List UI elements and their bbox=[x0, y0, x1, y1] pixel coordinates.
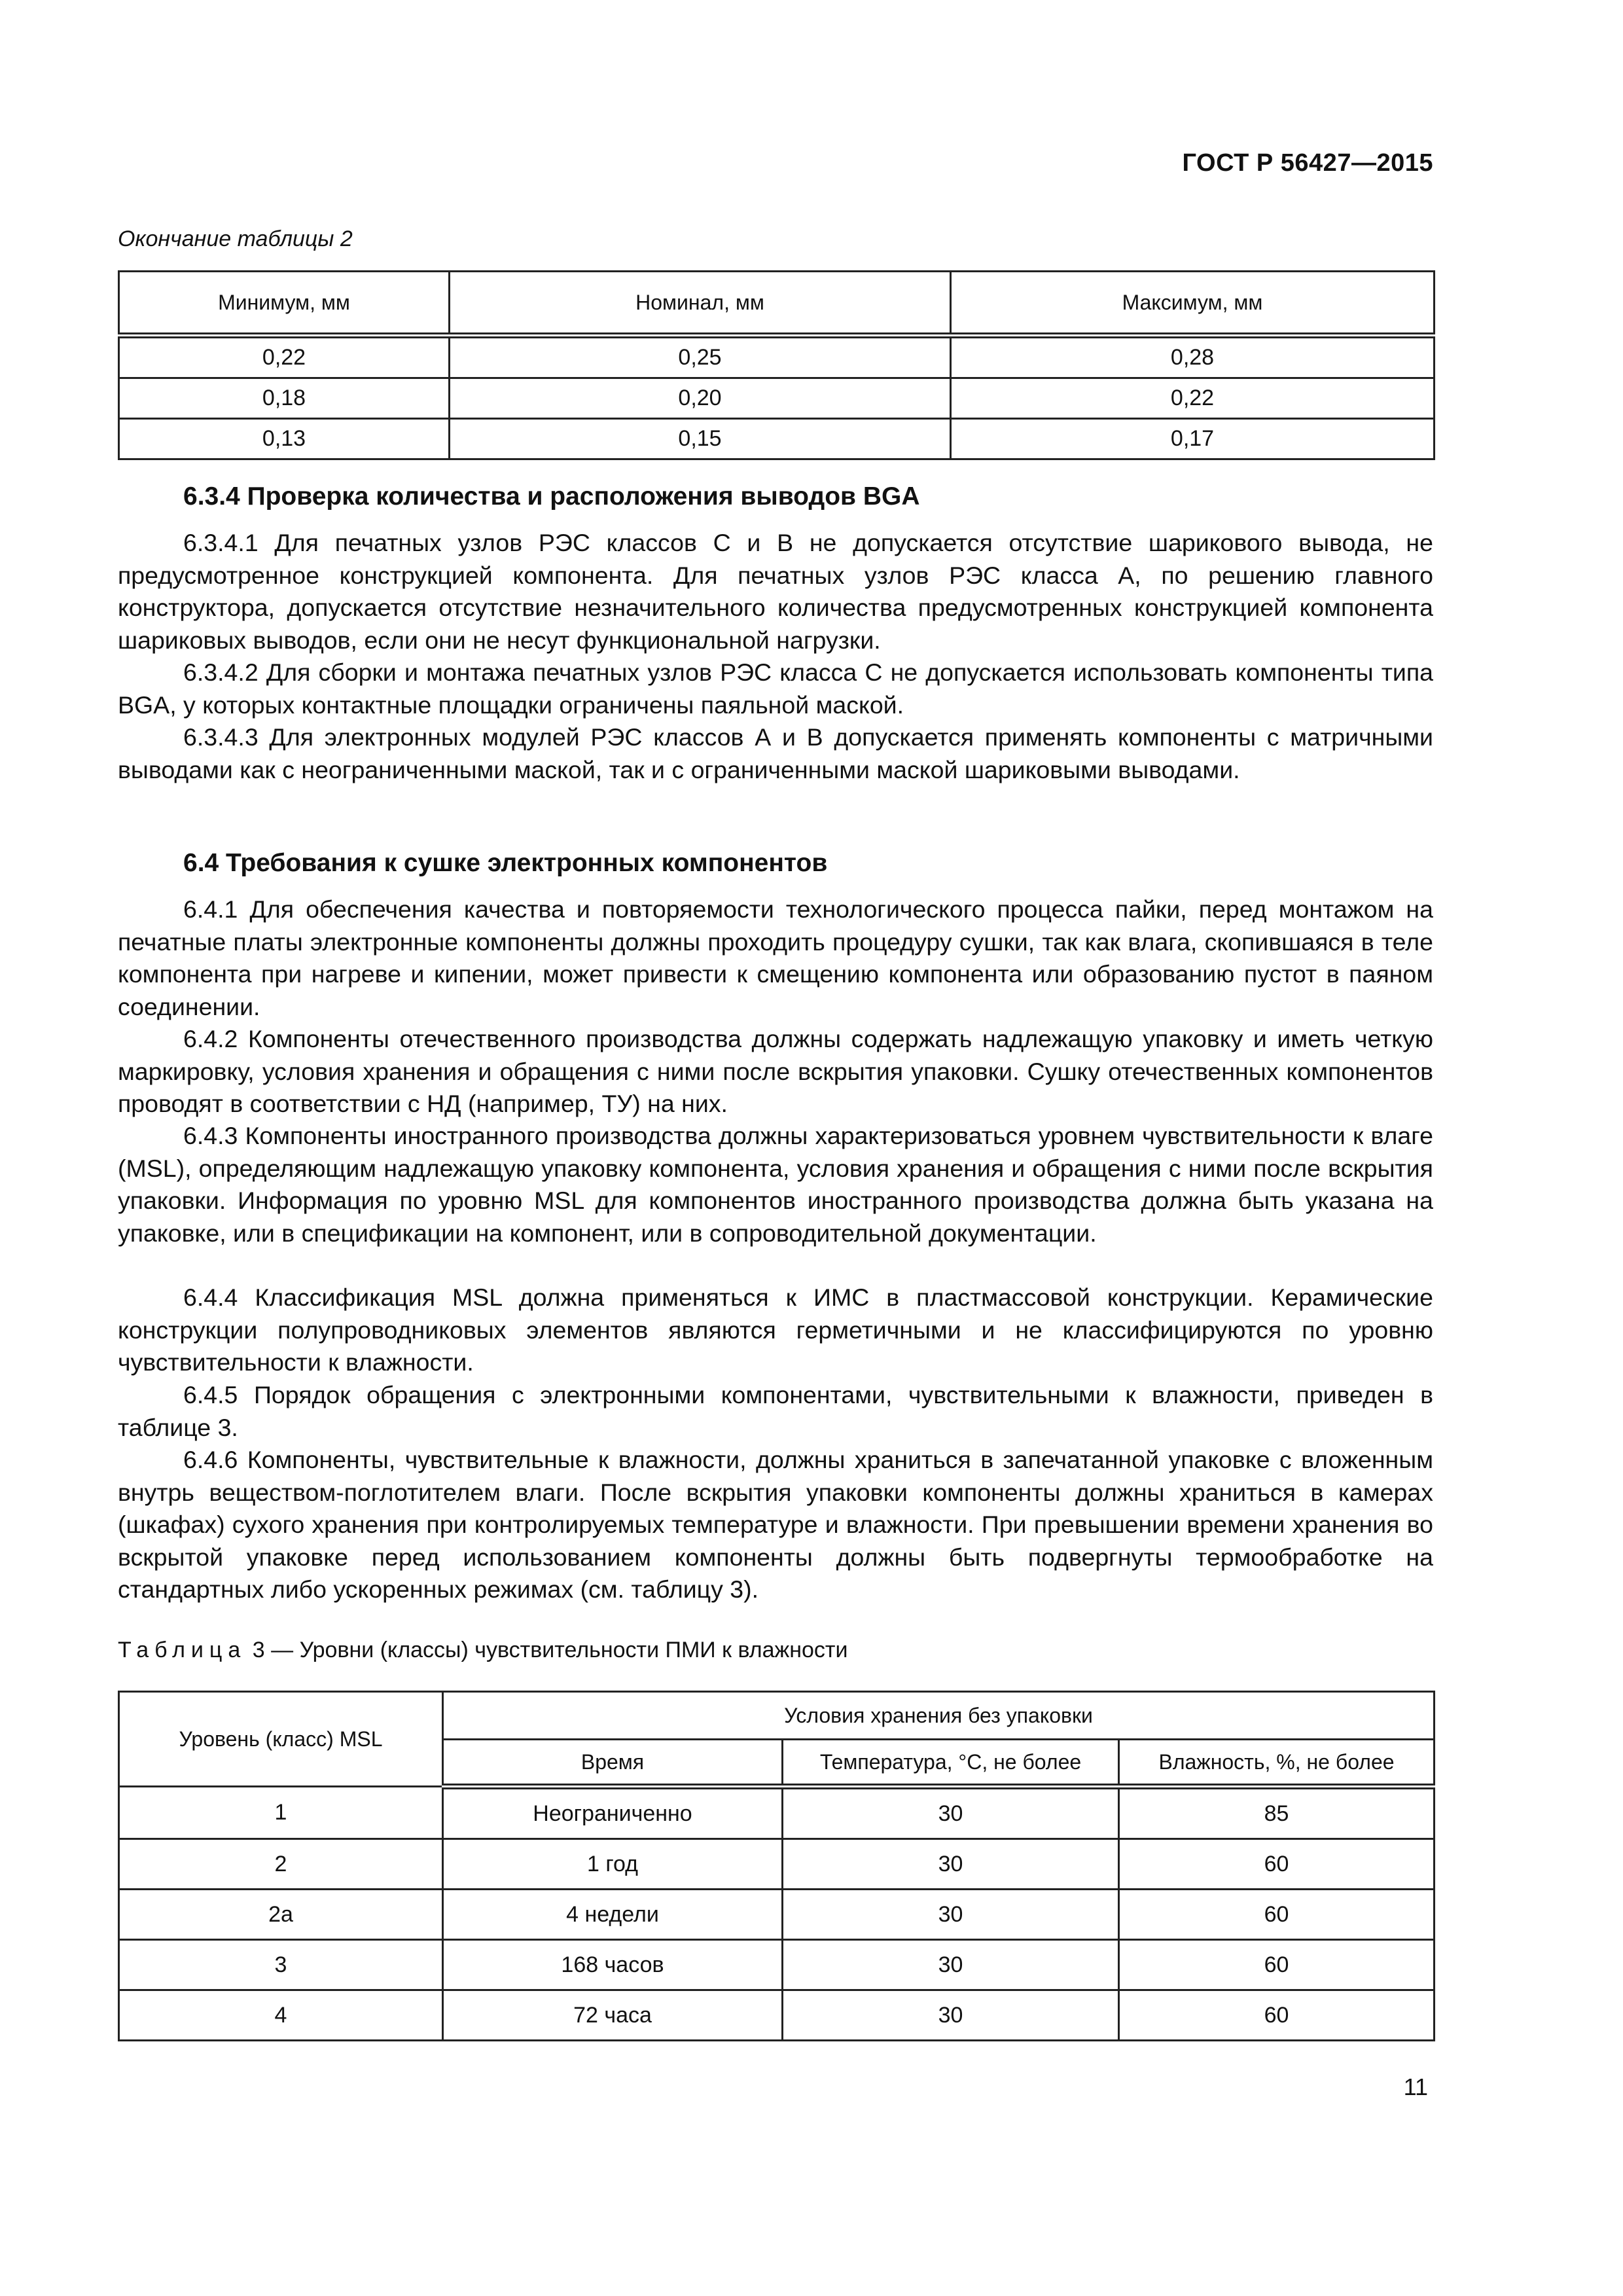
table-cell: 168 часов bbox=[443, 1940, 783, 1990]
table-cell: 2а bbox=[119, 1890, 443, 1940]
table3-header-time: Время bbox=[443, 1740, 783, 1787]
table-cell: 60 bbox=[1119, 1839, 1435, 1890]
table3-header-level: Уровень (класс) MSL bbox=[119, 1692, 443, 1787]
table3-caption bbox=[118, 1638, 848, 1663]
page-number: 11 bbox=[1403, 2073, 1428, 2100]
table-cell: 60 bbox=[1119, 1990, 1435, 2041]
table3-header-group: Условия хранения без упаковки bbox=[443, 1692, 1435, 1740]
document-page bbox=[118, 0, 1433, 2296]
table-cell: 0,17 bbox=[951, 419, 1435, 459]
paragraph-645: 6.4.5 Порядок обращения с электронными компонентами, чувствительными к влажности, приведен в таблице 3. bbox=[118, 1381, 1433, 1441]
table3-header-row bbox=[119, 1692, 1435, 1740]
table-cell: 30 bbox=[783, 1787, 1119, 1839]
table-row bbox=[119, 336, 1435, 378]
table2-header-nominal: Номинал, мм bbox=[450, 272, 951, 336]
table-cell: 60 bbox=[1119, 1940, 1435, 1990]
table-cell: 30 bbox=[783, 1890, 1119, 1940]
table-cell: 3 bbox=[119, 1940, 443, 1990]
paragraph-6342: 6.3.4.2 Для сборки и монтажа печатных узлов РЭС класса С не допускается использовать компоненты типа BGA, у которых контактные площадки ограничены паяльной маской. bbox=[118, 658, 1433, 719]
table-cell: 0,22 bbox=[951, 378, 1435, 419]
table-cell: 60 bbox=[1119, 1890, 1435, 1940]
table2-header-max: Максимум, мм bbox=[951, 272, 1435, 336]
table2-header-min: Минимум, мм bbox=[119, 272, 450, 336]
table-cell: 30 bbox=[783, 1839, 1119, 1890]
paragraph-642: 6.4.2 Компоненты отечественного производства должны содержать надлежащую упаковку и иметь четкую маркировку, условия хранения и обращения с ними после вскрытия упаковки. Сушку отечественных компонентов проводят в соответствии с НД (например, ТУ) на них. bbox=[118, 1025, 1433, 1117]
table-cell: 0,20 bbox=[450, 378, 951, 419]
table-cell: 2 bbox=[119, 1839, 443, 1890]
table3-header-temperature: Температура, °С, не более bbox=[783, 1740, 1119, 1787]
paragraph-641: 6.4.1 Для обеспечения качества и повторяемости технологического процесса пайки, перед монтажом на печатные платы электронные компоненты должны проходить процедуру сушки, так как влага, скопившаяся в теле компонента при нагреве и кипении, может привести к смещению компонента или образованию пустот в паяном соединении. bbox=[118, 895, 1433, 1020]
table-row bbox=[119, 419, 1435, 459]
table-cell: Неограниченно bbox=[443, 1787, 783, 1839]
table-cell: 0,22 bbox=[119, 336, 450, 378]
table-row bbox=[119, 1839, 1435, 1890]
table-cell: 0,18 bbox=[119, 378, 450, 419]
paragraph-644: 6.4.4 Классификация MSL должна применяться к ИМС в пластмассовой конструкции. Керамические конструкции полупроводниковых элементов являются герметичными и не классифицируются по уровню чувствительности к влажности. bbox=[118, 1283, 1433, 1376]
section-heading-634: 6.3.4 Проверка количества и расположения выводов BGA bbox=[183, 482, 920, 511]
table-cell: 0,13 bbox=[119, 419, 450, 459]
table-row bbox=[119, 1940, 1435, 1990]
table2-header-row bbox=[119, 272, 1435, 336]
paragraph-646: 6.4.6 Компоненты, чувствительные к влажности, должны храниться в запечатанной упаковке с вложенным внутрь веществом-поглотителем влаги. После вскрытия упаковки компоненты должны храниться в камерах (шкафах) сухого хранения при контролируемых температуре и влажности. При превышении времени хранения во вскрытой упаковке перед использованием компоненты должны быть подвергнуты термообработке на стандартных либо ускоренных режимах (см. таблицу 3). bbox=[118, 1446, 1433, 1603]
table-cell: 0,28 bbox=[951, 336, 1435, 378]
document-id: ГОСТ Р 56427—2015 bbox=[1182, 149, 1433, 177]
table-cell: 1 год bbox=[443, 1839, 783, 1890]
paragraph-6341: 6.3.4.1 Для печатных узлов РЭС классов С и В не допускается отсутствие шарикового вывода, не предусмотренное конструкцией компонента. Для печатных узлов РЭС класса А, по решению главного конструктора, допускается отсутствие незначительного количества предусмотренных конструкцией компонента шариковых выводов, если они не несут функциональной нагрузки. bbox=[118, 529, 1433, 654]
table3-caption-title: 3 — Уровни (классы) чувствительности ПМИ к влажности bbox=[252, 1638, 848, 1662]
table-cell: 0,25 bbox=[450, 336, 951, 378]
table-cell: 30 bbox=[783, 1940, 1119, 1990]
table3-caption-word: Таблица bbox=[118, 1638, 247, 1662]
table-cell: 72 часа bbox=[443, 1990, 783, 2041]
table-cell: 4 недели bbox=[443, 1890, 783, 1940]
table-cell: 4 bbox=[119, 1990, 443, 2041]
table-cell: 0,15 bbox=[450, 419, 951, 459]
section-heading-64: 6.4 Требования к сушке электронных компонентов bbox=[183, 849, 828, 877]
table2 bbox=[118, 270, 1435, 460]
table-cell: 1 bbox=[119, 1787, 443, 1839]
table2-caption: Окончание таблицы 2 bbox=[118, 226, 353, 251]
table3-header-humidity: Влажность, %, не более bbox=[1119, 1740, 1435, 1787]
paragraph-6343: 6.3.4.3 Для электронных модулей РЭС классов А и В допускается применять компоненты с матричными выводами как с неограниченными маской, так и с ограниченными маской шариковыми выводами. bbox=[118, 723, 1433, 783]
table3 bbox=[118, 1691, 1435, 2041]
table-cell: 30 bbox=[783, 1990, 1119, 2041]
paragraph-643: 6.4.3 Компоненты иностранного производства должны характеризоваться уровнем чувствительности к влаге (MSL), определяющим надлежащую упаковку компонента, условия хранения и обращения с ними после вскрытия упаковки. Информация по уровню MSL для компонентов иностранного производства должна быть указана на упаковке, или в спецификации на компонент, или в сопроводительной документации. bbox=[118, 1122, 1433, 1247]
table-row bbox=[119, 378, 1435, 419]
table-cell: 85 bbox=[1119, 1787, 1435, 1839]
table-row bbox=[119, 1990, 1435, 2041]
table-row bbox=[119, 1787, 1435, 1839]
table-row bbox=[119, 1890, 1435, 1940]
